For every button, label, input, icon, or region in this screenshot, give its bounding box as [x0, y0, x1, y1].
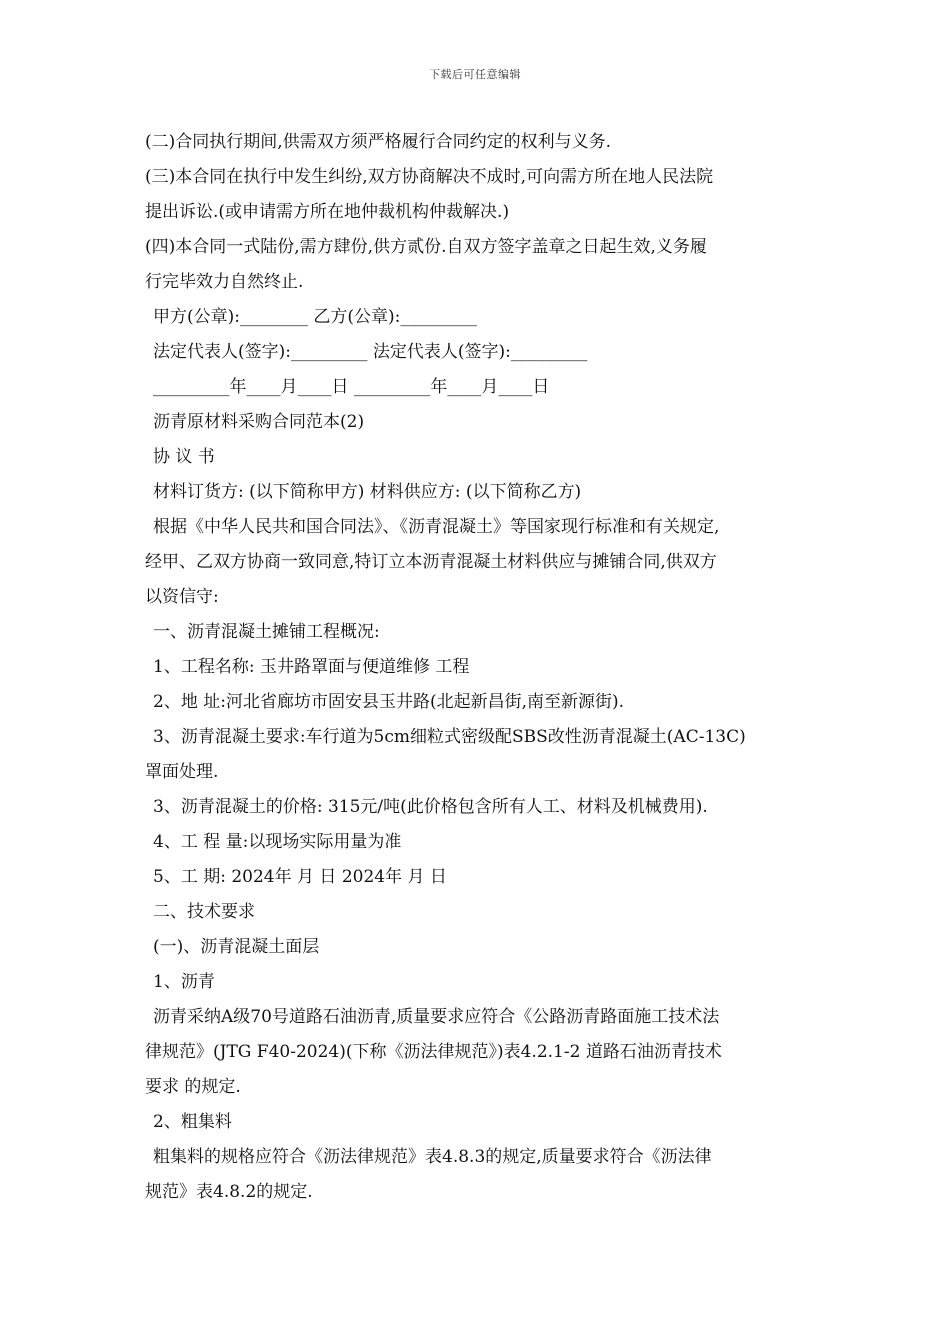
paragraph-line: 律规范》(JTG F40-2024)(下称《沥法律规范》)表4.2.1-2 道路石油沥青技术 — [145, 1042, 722, 1062]
paragraph-line: 根据《中华人民共和国合同法》、《沥青混凝土》等国家现行标准和有关规定, — [153, 517, 720, 537]
paragraph-line: 5、工 期: 2024年 月 日 2024年 月 日 — [153, 867, 447, 887]
paragraph-line: 沥青原材料采购合同范本(2) — [153, 412, 365, 432]
paragraph-line: 要求 的规定. — [145, 1077, 241, 1097]
paragraph-line: (四)本合同一式陆份,需方肆份,供方贰份.自双方签字盖章之日起生效,义务履 — [145, 237, 707, 257]
paragraph-line: 罩面处理. — [145, 762, 219, 782]
paragraph-line: 沥青采纳A级70号道路石油沥青,质量要求应符合《公路沥青路面施工技术法 — [153, 1007, 720, 1027]
paragraph-line: 行完毕效力自然终止. — [145, 272, 304, 292]
paragraph-line: (一)、沥青混凝土面层 — [153, 937, 320, 957]
paragraph-line: 协 议 书 — [153, 447, 215, 467]
paragraph-line: 3、沥青混凝土的价格: 315元/吨(此价格包含所有人工、材料及机械费用). — [153, 797, 708, 817]
paragraph-line: 1、工程名称: 玉井路罩面与便道维修 工程 — [153, 657, 470, 677]
paragraph-line: 以资信守: — [145, 587, 219, 607]
paragraph-line: 粗集料的规格应符合《沥法律规范》表4.8.3的规定,质量要求符合《沥法律 — [153, 1147, 712, 1167]
paragraph-line: 3、沥青混凝土要求:车行道为5cm细粒式密级配SBS改性沥青混凝土(AC-13C) — [153, 727, 746, 747]
page-header: 下载后可任意编辑 — [429, 68, 521, 81]
paragraph-line: 经甲、乙双方协商一致同意,特订立本沥青混凝土材料供应与摊铺合同,供双方 — [145, 552, 717, 572]
paragraph-line: 2、地 址:河北省廊坊市固安县玉井路(北起新昌街,南至新源街). — [153, 692, 625, 712]
paragraph-line: 一、沥青混凝土摊铺工程概况: — [153, 622, 380, 642]
document-body — [145, 125, 817, 1210]
paragraph-line: 2、粗集料 — [153, 1112, 232, 1132]
paragraph-line: 提出诉讼.(或申请需方所在地仲裁机构仲裁解决.) — [145, 202, 510, 222]
paragraph-line: 4、工 程 量:以现场实际用量为准 — [153, 832, 402, 852]
paragraph-line: 法定代表人(签字):_________ 法定代表人(签字):_________ — [153, 342, 588, 362]
paragraph-line: 1、沥青 — [153, 972, 215, 992]
paragraph-line: 二、技术要求 — [153, 902, 255, 922]
paragraph-line: _________年____月____日 _________年____月____日 — [153, 377, 550, 397]
paragraph-line: 材料订货方: (以下简称甲方) 材料供应方: (以下简称乙方) — [153, 482, 582, 502]
paragraph-line: (三)本合同在执行中发生纠纷,双方协商解决不成时,可向需方所在地人民法院 — [145, 167, 714, 187]
paragraph-line: 甲方(公章):________ 乙方(公章):_________ — [153, 307, 477, 327]
paragraph-line: 规范》表4.8.2的规定. — [145, 1182, 313, 1202]
paragraph-line: (二)合同执行期间,供需双方须严格履行合同约定的权利与义务. — [145, 132, 612, 152]
